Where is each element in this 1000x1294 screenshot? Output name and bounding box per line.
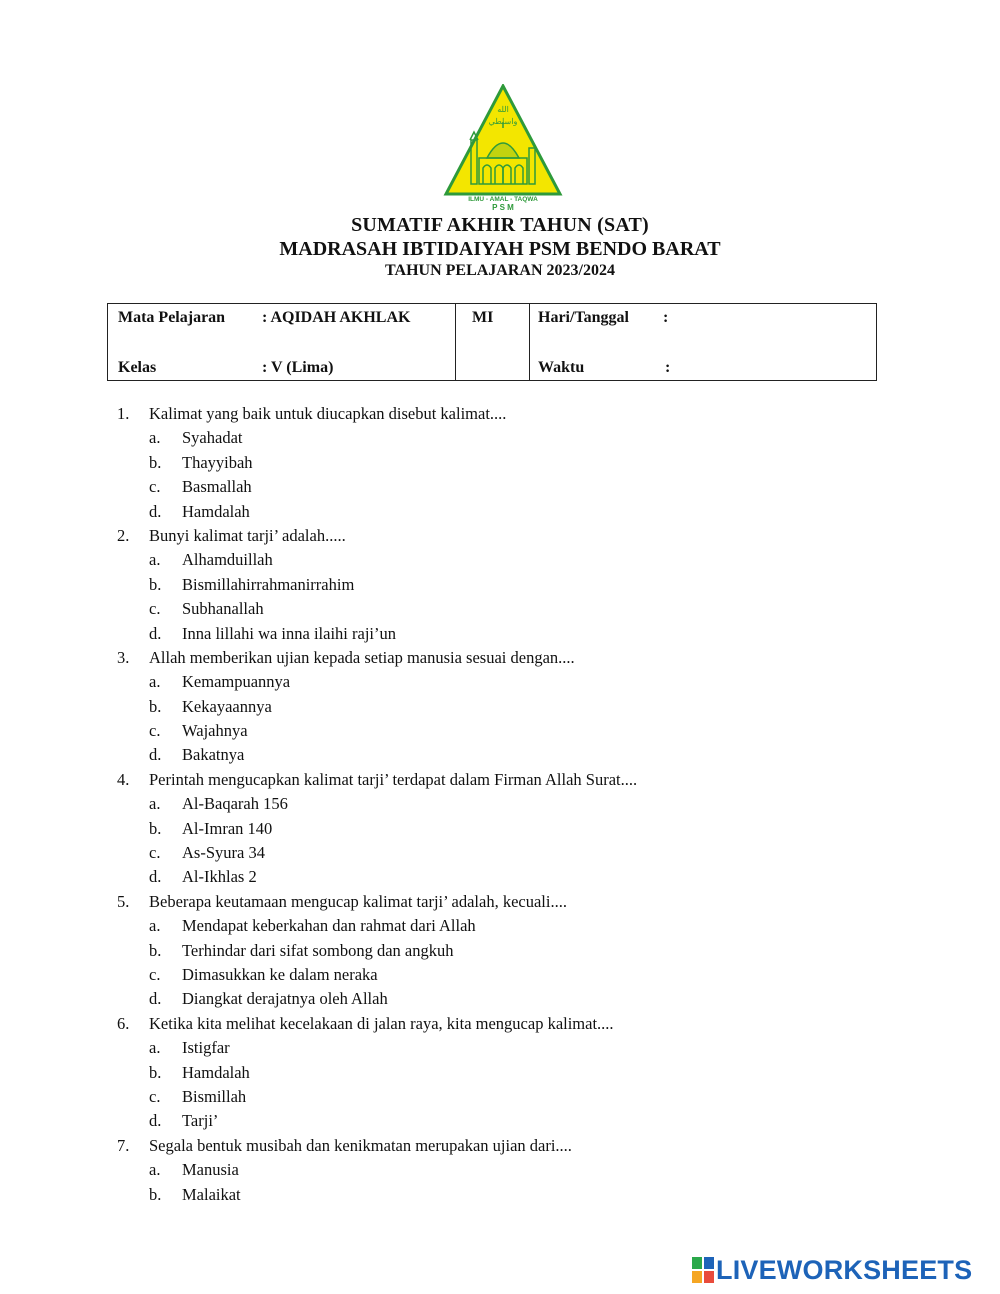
option-letter: c.	[149, 599, 161, 619]
question-item	[0, 768, 1000, 792]
answer-option	[0, 719, 1000, 743]
answer-option	[0, 573, 1000, 597]
option-text: Dimasukkan ke dalam neraka	[182, 964, 378, 984]
answer-option	[0, 1183, 1000, 1207]
option-letter: d.	[149, 989, 162, 1009]
option-text: Bakatnya	[182, 745, 245, 765]
option-letter: d.	[149, 623, 162, 643]
question-number: 2.	[117, 525, 130, 545]
option-letter: c.	[149, 1086, 161, 1106]
question-number: 5.	[117, 891, 130, 911]
question-number: 7.	[117, 1135, 130, 1155]
option-text: Alhamduillah	[182, 550, 273, 570]
option-letter: d.	[149, 745, 162, 765]
option-text: Terhindar dari sifat sombong dan angkuh	[182, 940, 454, 960]
option-text: Subhanallah	[182, 599, 264, 619]
option-letter: b.	[149, 1184, 162, 1204]
liveworksheets-icon	[692, 1257, 714, 1283]
option-text: Malaikat	[182, 1184, 241, 1204]
psm-logo	[443, 84, 563, 212]
table-divider	[455, 304, 456, 380]
question-number: 6.	[117, 1013, 130, 1033]
option-letter: b.	[149, 452, 162, 472]
answer-option	[0, 451, 1000, 475]
option-letter: a.	[149, 672, 161, 692]
option-letter: d.	[149, 1111, 162, 1131]
answer-option	[0, 548, 1000, 572]
question-number: 1.	[117, 404, 130, 423]
option-letter: b.	[149, 574, 162, 594]
exam-info-table	[107, 303, 877, 381]
option-text: Kekayaannya	[182, 696, 272, 716]
subject-label: Mata Pelajaran	[118, 309, 226, 326]
option-text: Thayyibah	[182, 452, 253, 472]
question-text: Kalimat yang baik untuk diucapkan disebut kalimat....	[149, 404, 507, 423]
option-text: Hamdalah	[182, 501, 250, 521]
option-text: Mendapat keberkahan dan rahmat dari Allah	[182, 916, 476, 936]
exam-title: SUMATIF AKHIR TAHUN (SAT)	[351, 214, 649, 236]
liveworksheets-brand: LIVEWORKSHEETS	[716, 1254, 973, 1285]
option-text: As-Syura 34	[182, 843, 265, 863]
date-label: Hari/Tanggal	[538, 309, 629, 326]
logo-arabic-motto: واسلطي	[488, 117, 518, 126]
liveworksheets-logo	[692, 1255, 972, 1285]
option-text: Basmallah	[182, 477, 252, 497]
answer-option	[0, 939, 1000, 963]
option-text: Diangkat derajatnya oleh Allah	[182, 989, 388, 1009]
answer-option	[0, 963, 1000, 987]
answer-option	[0, 841, 1000, 865]
answer-option	[0, 1158, 1000, 1182]
option-letter: d.	[149, 501, 162, 521]
option-letter: d.	[149, 867, 162, 887]
question-text: Perintah mengucapkan kalimat tarji’ terdapat dalam Firman Allah Surat....	[149, 769, 638, 789]
option-letter: c.	[149, 964, 161, 984]
answer-option	[0, 792, 1000, 816]
option-letter: a.	[149, 916, 161, 936]
answer-option	[0, 987, 1000, 1011]
subject-value: : AQIDAH AKHLAK	[262, 309, 411, 326]
answer-option	[0, 695, 1000, 719]
question-text: Beberapa keutamaan mengucap kalimat tarji’ adalah, kecuali....	[149, 891, 567, 911]
answer-option	[0, 426, 1000, 450]
option-letter: a.	[149, 428, 161, 448]
answer-option	[0, 1109, 1000, 1133]
option-text: Bismillah	[182, 1086, 247, 1106]
question-text: Allah memberikan ujian kepada setiap manusia sesuai dengan....	[149, 647, 575, 667]
option-letter: b.	[149, 696, 162, 716]
option-letter: b.	[149, 818, 162, 838]
question-list	[0, 402, 1000, 1207]
answer-option	[0, 597, 1000, 621]
answer-option	[0, 1085, 1000, 1109]
option-text: Inna lillahi wa inna ilaihi raji’un	[182, 623, 396, 643]
table-divider	[529, 304, 530, 380]
option-letter: a.	[149, 1038, 161, 1058]
logo-arabic-top: الله	[497, 105, 509, 114]
question-number: 4.	[117, 769, 130, 789]
option-letter: b.	[149, 1062, 162, 1082]
date-colon: :	[663, 309, 669, 326]
question-item	[0, 1134, 1000, 1158]
option-letter: a.	[149, 794, 161, 814]
time-colon: :	[665, 359, 671, 376]
answer-option	[0, 622, 1000, 646]
option-text: Syahadat	[182, 428, 243, 448]
question-text: Bunyi kalimat tarji’ adalah.....	[149, 525, 346, 545]
question-item	[0, 402, 1000, 426]
question-item	[0, 890, 1000, 914]
answer-option	[0, 500, 1000, 524]
option-text: Wajahnya	[182, 721, 248, 741]
answer-option	[0, 914, 1000, 938]
logo-abbreviation: P S M	[492, 203, 514, 212]
school-name: MADRASAH IBTIDAIYAH PSM BENDO BARAT	[279, 238, 721, 260]
answer-option	[0, 743, 1000, 767]
answer-option	[0, 1061, 1000, 1085]
answer-option	[0, 670, 1000, 694]
option-letter: c.	[149, 843, 161, 863]
academic-year: TAHUN PELAJARAN 2023/2024	[385, 262, 615, 279]
logo-motto: ILMU - AMAL - TAQWA	[468, 196, 538, 203]
class-value: : V (Lima)	[262, 359, 334, 376]
option-text: Hamdalah	[182, 1062, 250, 1082]
question-text: Segala bentuk musibah dan kenikmatan merupakan ujian dari....	[149, 1135, 572, 1155]
level-label: MI	[472, 309, 494, 326]
question-text: Ketika kita melihat kecelakaan di jalan raya, kita mengucap kalimat....	[149, 1013, 614, 1033]
question-item	[0, 524, 1000, 548]
option-text: Bismillahirrahmanirrahim	[182, 574, 355, 594]
question-number: 3.	[117, 647, 130, 667]
answer-option	[0, 1036, 1000, 1060]
option-letter: a.	[149, 550, 161, 570]
class-label: Kelas	[118, 359, 157, 376]
option-letter: a.	[149, 1160, 161, 1180]
option-letter: b.	[149, 940, 162, 960]
option-text: Tarji’	[182, 1111, 219, 1131]
option-text: Al-Ikhlas 2	[182, 867, 257, 887]
time-label: Waktu	[538, 359, 585, 376]
answer-option	[0, 475, 1000, 499]
answer-option	[0, 817, 1000, 841]
option-text: Kemampuannya	[182, 672, 291, 692]
option-text: Manusia	[182, 1160, 239, 1180]
question-item	[0, 1012, 1000, 1036]
answer-option	[0, 865, 1000, 889]
option-letter: c.	[149, 721, 161, 741]
option-text: Al-Baqarah 156	[182, 794, 288, 814]
question-item	[0, 646, 1000, 670]
option-text: Al-Imran 140	[182, 818, 273, 838]
option-text: Istigfar	[182, 1038, 230, 1058]
option-letter: c.	[149, 477, 161, 497]
